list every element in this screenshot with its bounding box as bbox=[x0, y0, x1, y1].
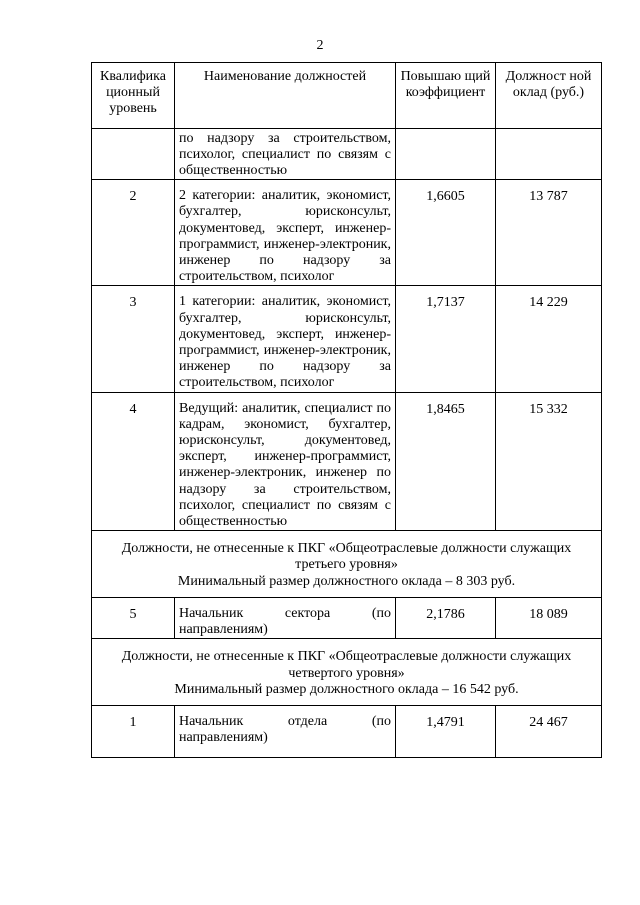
section-header-fourth-level bbox=[92, 639, 602, 706]
table-header-row bbox=[92, 63, 602, 129]
cell-salary: 13 787 bbox=[496, 180, 602, 286]
table-row bbox=[92, 286, 602, 392]
cell-level: 5 bbox=[92, 597, 175, 638]
cell-coefficient: 1,8465 bbox=[396, 392, 496, 531]
section-header-row bbox=[92, 639, 602, 706]
header-level: Квалифика ционный уровень bbox=[92, 63, 175, 129]
table-row bbox=[92, 180, 602, 286]
section-header-row bbox=[92, 531, 602, 598]
header-coefficient: Повышаю щий коэффициент bbox=[396, 63, 496, 129]
section-header-third-level bbox=[92, 531, 602, 598]
cell-name: по надзору за строительством, психолог, специалист по связям с общественностью bbox=[175, 128, 396, 180]
cell-salary: 14 229 bbox=[496, 286, 602, 392]
cell-level: 1 bbox=[92, 705, 175, 757]
cell-coefficient: 2,1786 bbox=[396, 597, 496, 638]
section-title: Должности, не отнесенные к ПКГ «Общеотраслевые должности служащих третьего уровня» bbox=[121, 541, 572, 573]
cell-salary: 24 467 bbox=[496, 705, 602, 757]
cell-level: 4 bbox=[92, 392, 175, 531]
section-title: Должности, не отнесенные к ПКГ «Общеотраслевые должности служащих четвертого уровня» bbox=[121, 649, 572, 681]
cell-name: Ведущий: аналитик, специалист по кадрам, экономист, бухгалтер, юрисконсульт, документовед, эксперт, инженер-программист, инженер-электроник, инженер по надзору за строительством, психолог, специалист по связям с общественностью bbox=[175, 392, 396, 531]
cell-level: 3 bbox=[92, 286, 175, 392]
cell-salary bbox=[496, 128, 602, 180]
table-row bbox=[92, 705, 602, 757]
cell-salary: 15 332 bbox=[496, 392, 602, 531]
header-name: Наименование должностей bbox=[175, 63, 396, 129]
cell-level bbox=[92, 128, 175, 180]
cell-name: Начальник отдела (по направлениям) bbox=[175, 705, 396, 757]
table-row bbox=[92, 392, 602, 531]
salary-table bbox=[91, 62, 602, 758]
cell-salary: 18 089 bbox=[496, 597, 602, 638]
cell-coefficient: 1,4791 bbox=[396, 705, 496, 757]
page-number: 2 bbox=[316, 38, 324, 53]
cell-level: 2 bbox=[92, 180, 175, 286]
header-salary: Должност ной оклад (руб.) bbox=[496, 63, 602, 129]
cell-coefficient: 1,7137 bbox=[396, 286, 496, 392]
cell-name: Начальник сектора (по направлениям) bbox=[175, 597, 396, 638]
cell-name: 1 категории: аналитик, экономист, бухгалтер, юрисконсульт, документовед, эксперт, инженер-программист, инженер-электроник, инженер по надзору за строительством, психолог bbox=[175, 286, 396, 392]
cell-name: 2 категории: аналитик, экономист, бухгалтер, юрисконсульт, документовед, эксперт, инженер-программист, инженер-электроник, инженер по надзору за строительством, психолог bbox=[175, 180, 396, 286]
table-row bbox=[92, 597, 602, 638]
section-min-salary: Минимальный размер должностного оклада – 16 542 руб. bbox=[174, 681, 519, 697]
cell-coefficient bbox=[396, 128, 496, 180]
table-row bbox=[92, 128, 602, 180]
section-min-salary: Минимальный размер должностного оклада – 8 303 руб. bbox=[177, 573, 516, 589]
cell-coefficient: 1,6605 bbox=[396, 180, 496, 286]
